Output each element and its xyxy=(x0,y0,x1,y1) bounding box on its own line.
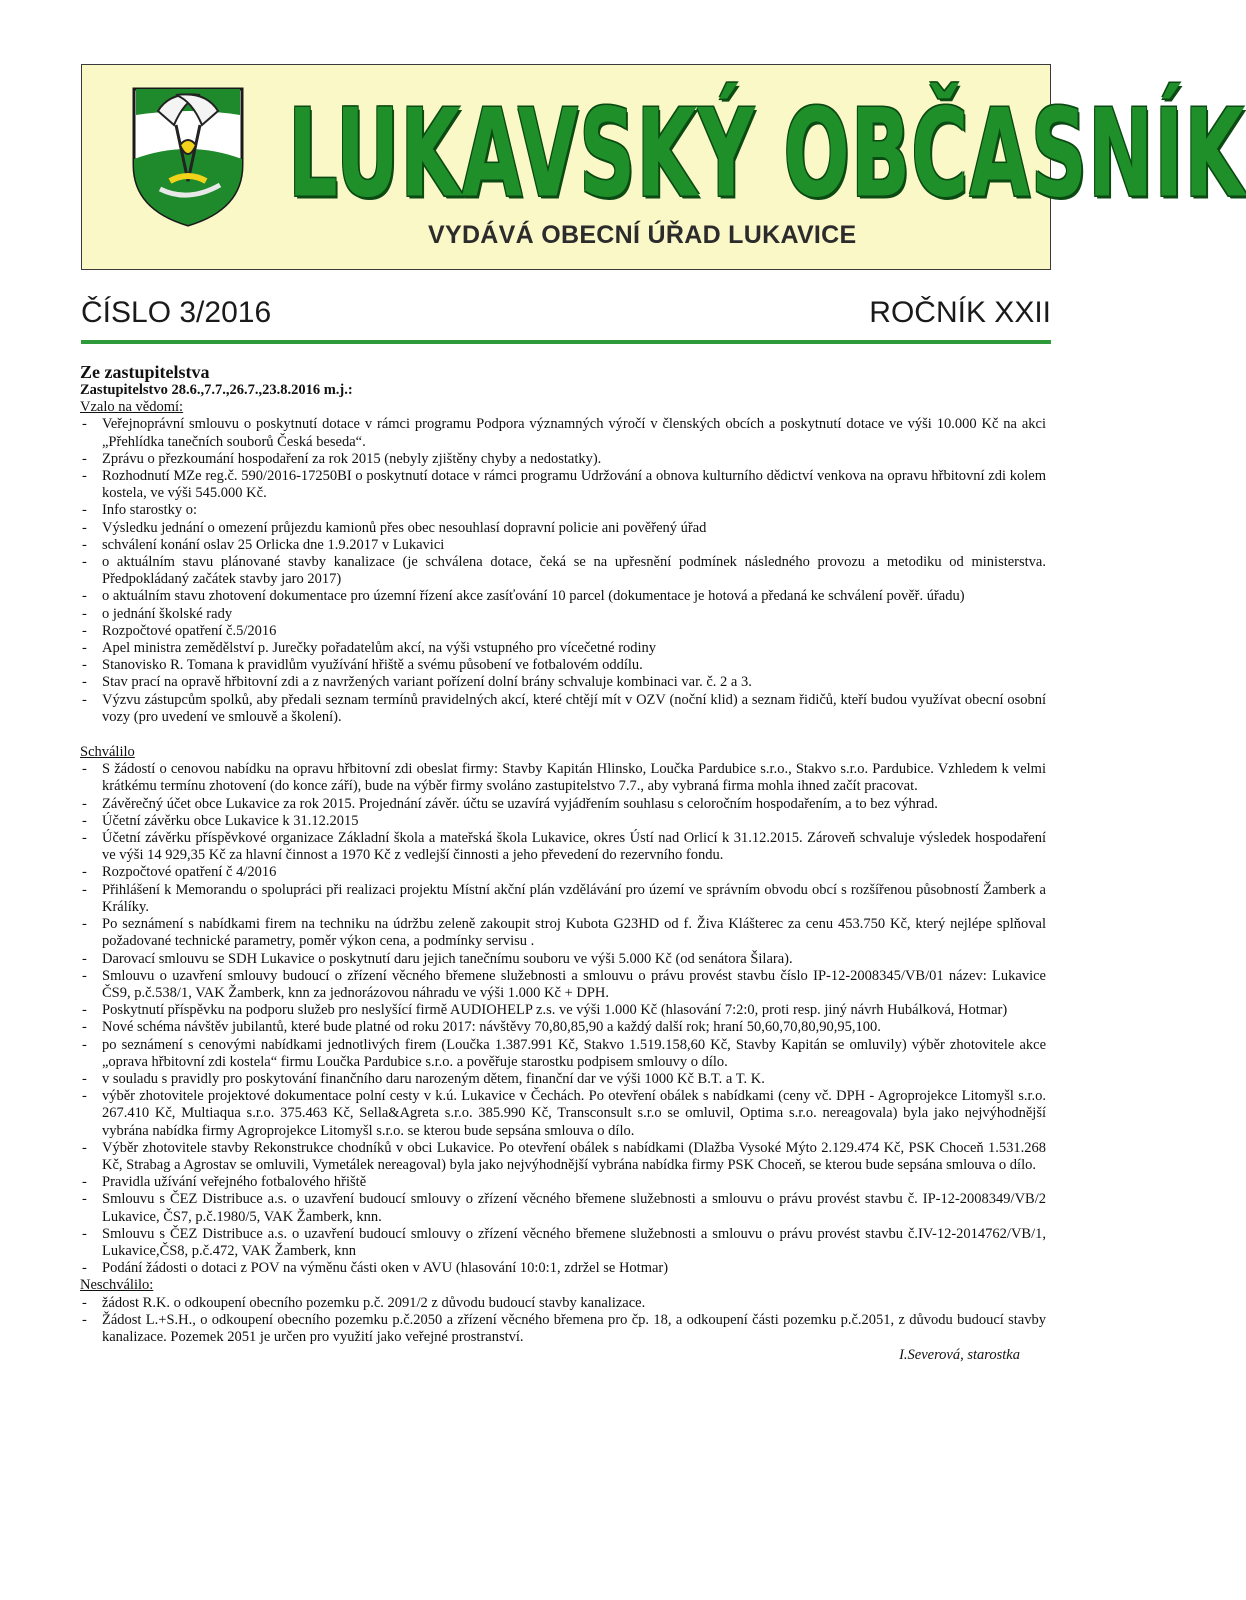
list-item: - Pravidla užívání veřejného fotbalového hřiště xyxy=(80,1174,1046,1191)
list-item: - Rozpočtové opatření č 4/2016 xyxy=(80,864,1046,881)
list-item: - Závěrečný účet obce Lukavice za rok 2015. Projednání závěr. účtu se uzavírá vyjádřením souhlasu s celoročním hospodařením, a to bez výhrad. xyxy=(80,796,1046,813)
list-item: - Rozpočtové opatření č.5/2016 xyxy=(80,623,1046,640)
list-item: - Info starostky o: xyxy=(80,502,1046,519)
article-heading: Ze zastupitelstva xyxy=(80,362,210,382)
noted-label: Vzalo na vědomí: xyxy=(80,399,184,416)
meeting-dates: Zastupitelstvo 28.6.,7.7.,26.7.,23.8.2016 m.j.: xyxy=(80,382,353,398)
list-item: - po seznámení s cenovými nabídkami jednotlivých firem (Loučka 1.387.991 Kč, Stakvo 1.519.158,60 Kč, Stavby Kapitán se omluvily) výběr zhotovitele akce „oprava hřbitovní zdi kostela“ firmu Loučka Pardubice s.r.o. a pověřuje starostku podpisem smlouvy o dílo. xyxy=(80,1037,1046,1071)
list-item: - Darovací smlouvu se SDH Lukavice o poskytnutí daru jejich tanečnímu souboru ve výši 5.000 Kč (od senátora Šilara). xyxy=(80,951,1046,968)
list-item: - o aktuálním stavu plánované stavby kanalizace (je schválena dotace, čeká se na upřesnění podmínek následného provozu a metodiku od ministerstva. Předpokládaný začátek stavby jaro 2017) xyxy=(80,554,1046,588)
list-item: - Zprávu o přezkoumání hospodaření za rok 2015 (nebyly zjištěny chyby a nedostatky). xyxy=(80,451,1046,468)
approved-list xyxy=(80,761,1046,1277)
approved-label: Schválilo xyxy=(80,744,135,761)
list-item: - Stanovisko R. Tomana k pravidlům využívání hřiště a svému působení ve fotbalovém oddílu. xyxy=(80,657,1046,674)
header-rule xyxy=(81,340,1051,344)
list-item: - Výzvu zástupcům spolků, aby předali seznam termínů pravidelných akcí, které chtějí mít v OZV (noční klid) a seznam řidičů, kteří budou využívat obecní osobní vozy (pro uvedení ve smlouvě a školení). xyxy=(80,692,1046,726)
list-item: - Výběr zhotovitele stavby Rekonstrukce chodníků v obci Lukavice. Po otevření obálek s nabídkami (Dlažba Vysoké Mýto 2.129.474 Kč, PSK Choceň 1.531.268 Kč, Strabag a Agrostav se omluvili, Vymetálek nereagoval) byla jako nejvýhodnější vybrána nabídka firmy PSK Choceň, se kterou bude sepsána smlouva o dílo. xyxy=(80,1140,1046,1174)
list-item: - S žádostí o cenovou nabídku na opravu hřbitovní zdi obeslat firmy: Stavby Kapitán Hlinsko, Loučka Pardubice s.r.o., Stakvo s.r.o. Pardubice. Vzhledem k velmi krátkému termínu zhotovení (do konce září), bude na výběr firmy svoláno zastupitelstvo 7.7., aby vybraná firma mohla ihned začít pracovat. xyxy=(80,761,1046,795)
list-item: - Podání žádosti o dotaci z POV na výměnu části oken v AVU (hlasování 10:0:1, zdržel se Hotmar) xyxy=(80,1260,1046,1277)
masthead-subtitle: VYDÁVÁ OBECNÍ ÚŘAD LUKAVICE xyxy=(428,221,857,249)
list-item: - Nové schéma návštěv jubilantů, které bude platné od roku 2017: návštěvy 70,80,85,90 a každý další rok; hraní 50,60,70,80,90,95,100. xyxy=(80,1019,1046,1036)
rejected-label: Neschválilo: xyxy=(80,1277,154,1294)
list-item: - Žádost L.+S.H., o odkoupení obecního pozemku p.č.2050 a zřízení věcného břemena pro čp. 18, a odkoupení části pozemku p.č.2051, z důvodu budoucí stavby kanalizace. Pozemek 2051 je určen pro využití jako veřejné prostranství. xyxy=(80,1312,1046,1346)
signature: I.Severová, starostka xyxy=(899,1347,1020,1364)
list-item: - Stav prací na opravě hřbitovní zdi a z navržených variant pořízení dolní brány schvaluje kombinaci var. č. 2 a 3. xyxy=(80,674,1046,691)
noted-list xyxy=(80,416,1046,726)
rejected-list xyxy=(80,1295,1046,1347)
list-item: - Poskytnutí příspěvku na podporu služeb pro neslyšící firmě AUDIOHELP z.s. ve výši 1.000 Kč (hlasování 7:2:0, proti resp. jiný návrh Hubálková, Hotmar) xyxy=(80,1002,1046,1019)
masthead xyxy=(81,64,1246,270)
list-item: - výběr zhotovitele projektové dokumentace polní cesty v k.ú. Lukavice v Čechách. Po otevření obálek s nabídkami (ceny vč. DPH - Agroprojekce Litomyšl s.r.o. 267.410 Kč, Multiaqua s.r.o. 375.463 Kč, Sella&Agreta s.r.o. 385.990 Kč, Transconsult s.r.o se omluvil, Optima s.r.o. nereagovala) byla jako nejvýhodnější vybrána nabídka firmy Agroprojekce Litomyšl s.r.o. se kterou bude sepsána smlouva o dílo. xyxy=(80,1088,1046,1140)
list-item: - Smlouvu s ČEZ Distribuce a.s. o uzavření budoucí smlouvy o zřízení věcného břemene služebnosti a smlouvu o právu provést stavbu č.IV-12-2014762/VB/1, Lukavice,ČS8, p.č.472, VAK Žamberk, knn xyxy=(80,1226,1046,1260)
masthead-title: LUKAVSKÝ OBČASNÍK xyxy=(288,85,1246,225)
list-item: - žádost R.K. o odkoupení obecního pozemku p.č. 2091/2 z důvodu budoucí stavby kanalizace. xyxy=(80,1295,1046,1312)
list-item: - Účetní závěrku příspěvkové organizace Základní škola a mateřská škola Lukavice, okres Ústí nad Orlicí k 31.12.2015. Zároveň schvaluje výsledek hospodaření ve výši 14 929,35 Kč za hlavní činnost a 1970 Kč z vedlejší činnosti a jeho převedení do rezervního fondu. xyxy=(80,830,1046,864)
coat-of-arms-icon xyxy=(130,85,246,227)
list-item: - Výsledku jednání o omezení průjezdu kamionů přes obec nesouhlasí dopravní policie ani pověřený úřad xyxy=(80,520,1046,537)
list-item: - Apel ministra zemědělství p. Jurečky pořadatelům akcí, na výši vstupného pro vícečetné rodiny xyxy=(80,640,1046,657)
article-body xyxy=(80,362,1046,1364)
section-gap xyxy=(80,726,1046,744)
list-item: - Po seznámení s nabídkami firem na techniku na údržbu zeleně zakoupit stroj Kubota G23HD od f. Živa Klášterec za cenu 453.750 Kč, který nejlépe splňoval požadované technické parametry, poměr výkon cena, a podmínky servisu . xyxy=(80,916,1046,950)
list-item: - Veřejnoprávní smlouvu o poskytnutí dotace v rámci programu Podpora významných výročí v členských obcích a poskytnutí dotace ve výši 10.000 Kč na akci „Přehlídka tanečních souborů Česká beseda“. xyxy=(80,416,1046,450)
list-item: - Smlouvu o uzavření smlouvy budoucí o zřízení věcného břemene služebnosti a smlouvu o právu provést stavbu číslo IP-12-2008345/VB/01 název: Lukavice ČS9, p.č.538/1, VAK Žamberk, knn za jednorázovou náhradu ve výši 1.000 Kč + DPH. xyxy=(80,968,1046,1002)
list-item: - o jednání školské rady xyxy=(80,606,1046,623)
volume-number: ROČNÍK XXII xyxy=(869,296,1051,329)
list-item: - v souladu s pravidly pro poskytování finančního daru narozeným dětem, finanční dar ve výši 1000 Kč B.T. a T. K. xyxy=(80,1071,1046,1088)
list-item: - Smlouvu s ČEZ Distribuce a.s. o uzavření budoucí smlouvy o zřízení věcného břemene služebnosti a smlouvu o právu provést stavbu č. IP-12-2008349/VB/2 Lukavice, ČS7, p.č.1980/5, VAK Žamberk, knn. xyxy=(80,1191,1046,1225)
issue-number: ČÍSLO 3/2016 xyxy=(81,296,272,329)
list-item: - Rozhodnutí MZe reg.č. 590/2016-17250BI o poskytnutí dotace v rámci programu Udržování a obnova kulturního dědictví venkova na opravu hřbitovní zdi kolem kostela, ve výši 545.000 Kč. xyxy=(80,468,1046,502)
list-item: - Přihlášení k Memorandu o spolupráci při realizaci projektu Místní akční plán vzdělávání pro území ve správním obvodu obcí s rozšířenou působností Žamberk a Králíky. xyxy=(80,882,1046,916)
list-item: - Účetní závěrku obce Lukavice k 31.12.2015 xyxy=(80,813,1046,830)
list-item: - schválení konání oslav 25 Orlicka dne 1.9.2017 v Lukavici xyxy=(80,537,1046,554)
list-item: - o aktuálním stavu zhotovení dokumentace pro územní řízení akce zasíťování 10 parcel (dokumentace je hotová a předaná ke schválení pověř. úřadu) xyxy=(80,588,1046,605)
